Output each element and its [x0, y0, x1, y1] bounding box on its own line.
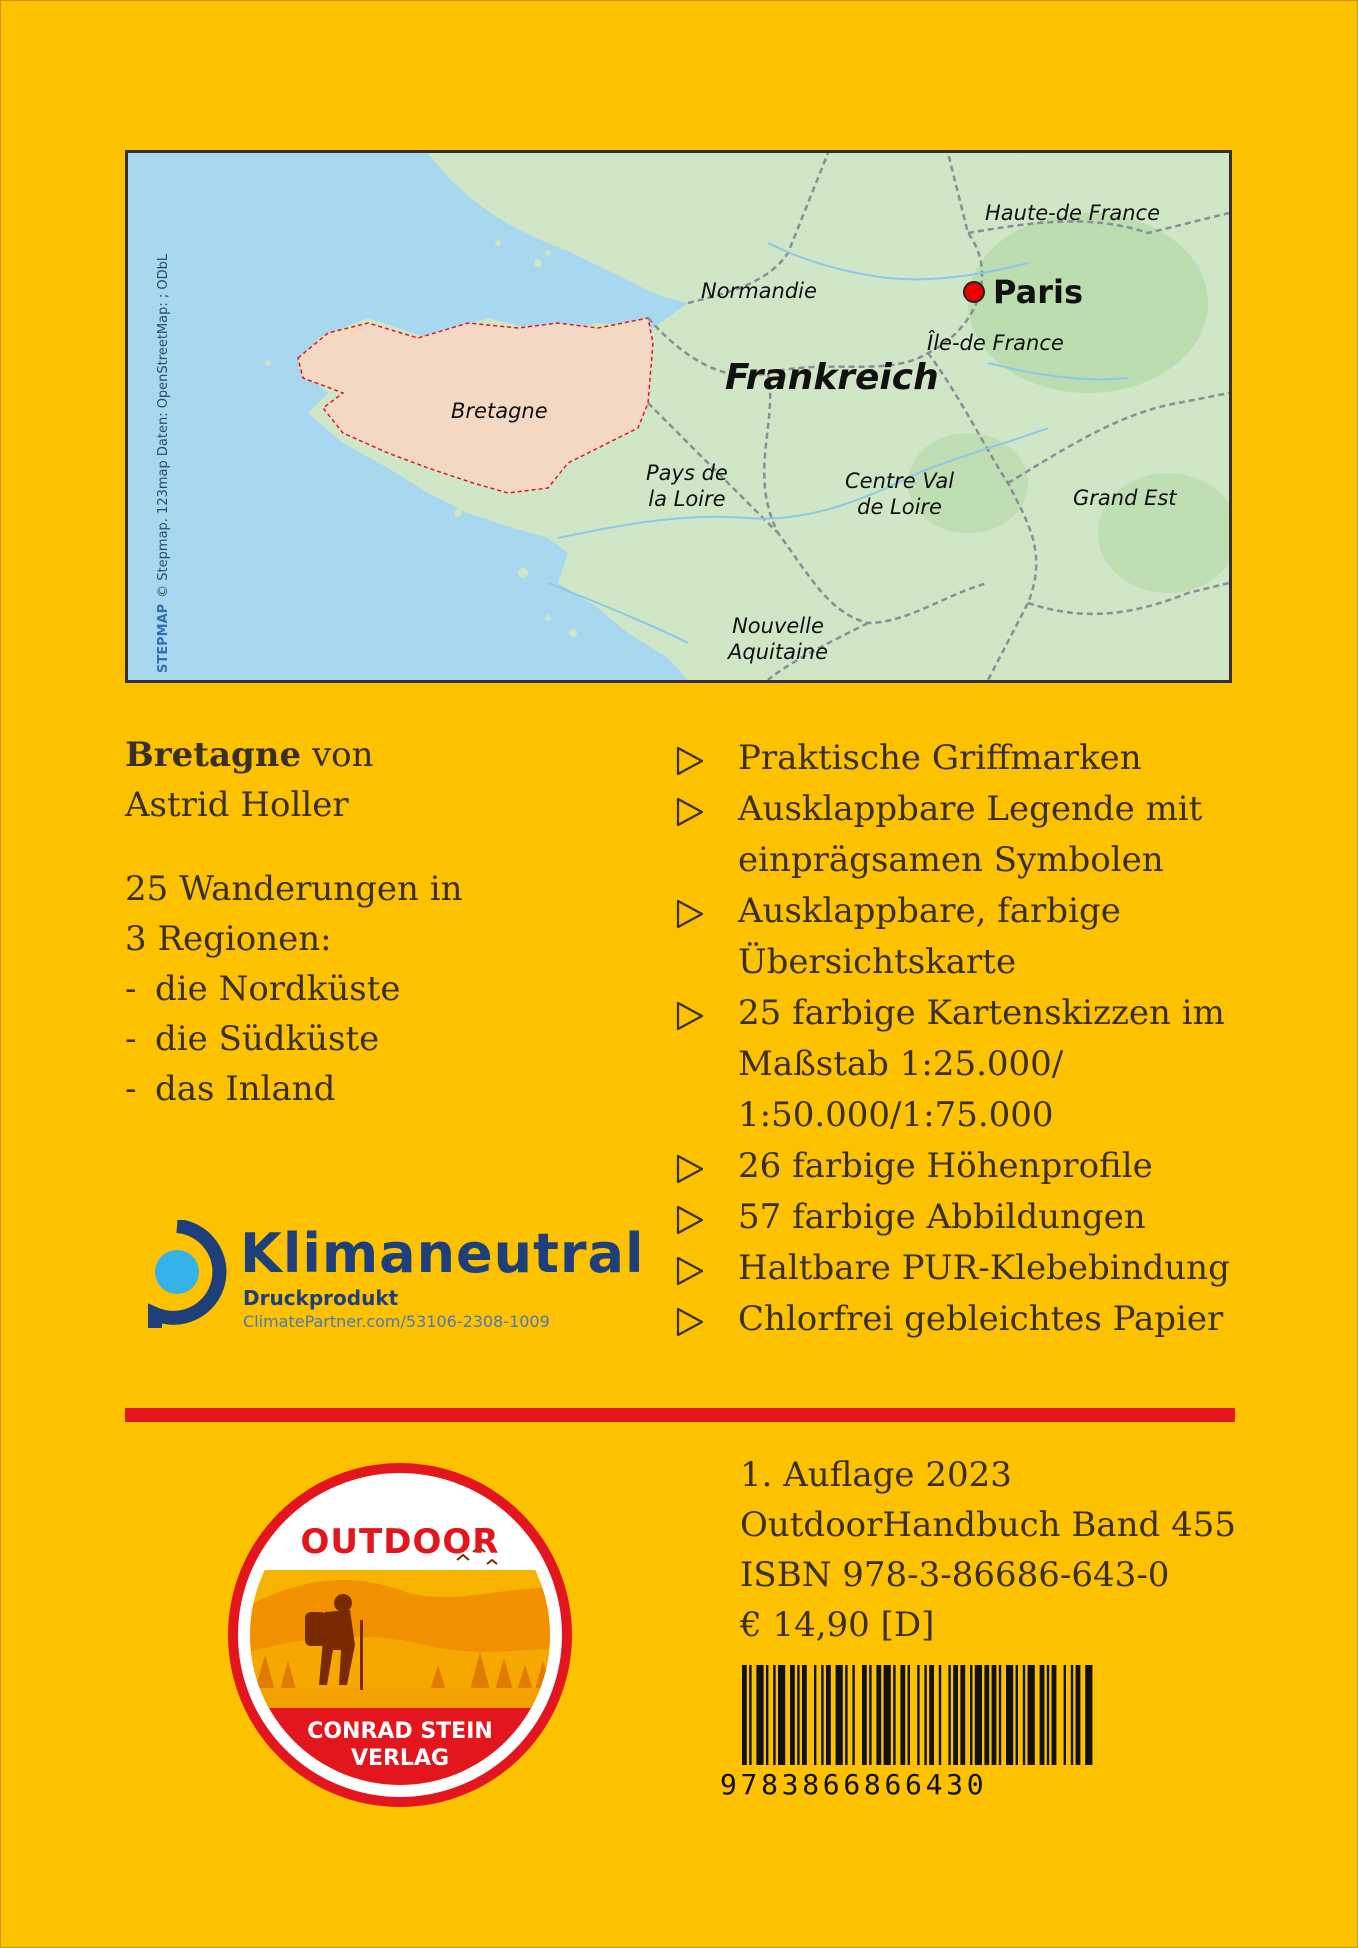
barcode-bar — [1047, 1665, 1049, 1765]
barcode-bar — [900, 1665, 905, 1765]
feature-line: Ausklappbare Legende mit — [738, 789, 1203, 829]
barcode-bar — [992, 1665, 997, 1765]
barcode-bar — [948, 1665, 950, 1765]
book-info — [125, 730, 645, 1114]
barcode-bar — [924, 1665, 926, 1765]
map-label-nouvelle-line2: Aquitaine — [728, 640, 829, 664]
feature-item — [675, 784, 1235, 886]
map-label-centre-val-de-loire — [845, 468, 954, 520]
barcode-bar — [1076, 1665, 1081, 1765]
map-label-frankreich: Frankreich — [725, 357, 939, 398]
barcode-bar — [884, 1665, 891, 1765]
badge-publisher-line2: VERLAG — [350, 1746, 450, 1771]
feature-item — [675, 1141, 1235, 1192]
barcode-bar — [821, 1665, 823, 1765]
barcode-bar — [1028, 1665, 1035, 1765]
feature-line: 1:50.000/1:75.000 — [738, 1095, 1054, 1135]
map-label-normandie: Normandie — [701, 279, 817, 303]
by-word: von — [311, 735, 374, 775]
map-label-centre-line2: de Loire — [857, 495, 942, 519]
map-credit-text: © Stepmap. 123map Daten: OpenStreetMap: ; ODbL — [156, 253, 171, 598]
barcode-digits: 9783866866430 — [720, 1768, 988, 1801]
feature-line: 26 farbige Höhenprofile — [738, 1146, 1153, 1186]
region-label: die Nordküste — [155, 969, 401, 1009]
feature-line: Übersichtskarte — [738, 942, 1017, 982]
barcode-bar — [1040, 1665, 1045, 1765]
triangle-bullet-icon — [675, 988, 738, 1141]
map-label-pays-de-la-loire — [646, 460, 728, 512]
feature-text — [738, 733, 1235, 784]
barcode-bar — [960, 1665, 965, 1765]
barcode-bar — [929, 1665, 934, 1765]
barcode-bar — [908, 1665, 910, 1765]
barcode-bar — [773, 1665, 775, 1765]
feature-line: Praktische Griffmarken — [738, 738, 1142, 778]
barcode-bar — [876, 1665, 881, 1765]
isbn: ISBN 978-3-86686-643-0 — [740, 1555, 1170, 1595]
map-label-nouvelle-aquitaine — [728, 613, 828, 665]
book-title: Bretagne — [125, 735, 302, 775]
barcode-bar — [939, 1665, 941, 1765]
region-label: die Südküste — [155, 1019, 380, 1059]
barcode-bar — [862, 1665, 867, 1765]
edition: 1. Auflage 2023 — [740, 1455, 1012, 1495]
map-label-pays-line1: Pays de — [646, 461, 728, 485]
feature-line: Maßstab 1:25.000/ — [738, 1044, 1064, 1084]
barcode-bar — [1016, 1665, 1018, 1765]
region-item: - die Nordküste — [125, 964, 645, 1014]
badge-publisher-line1: CONRAD STEIN — [307, 1719, 493, 1744]
hikes-line-1: 25 Wanderungen in — [125, 869, 463, 909]
climate-neutral-logo — [125, 1220, 645, 1340]
feature-item — [675, 886, 1235, 988]
stepmap-logo: STEPMAP — [156, 603, 171, 673]
map-label-nouvelle-line1: Nouvelle — [732, 614, 824, 638]
barcode-bar — [1071, 1665, 1073, 1765]
barcode-bar — [917, 1665, 919, 1765]
barcode-bar — [1006, 1665, 1013, 1765]
map-label-pays-line2: la Loire — [648, 487, 726, 511]
publisher-badge — [225, 1460, 575, 1810]
barcode-bar — [778, 1665, 785, 1765]
triangle-bullet-icon — [675, 1294, 738, 1345]
feature-line: Chlorfrei gebleichtes Papier — [738, 1299, 1224, 1339]
feature-text — [738, 1192, 1235, 1243]
hikes-line-2: 3 Regionen: — [125, 919, 332, 959]
barcode-bar — [826, 1665, 831, 1765]
barcode-bars — [720, 1665, 1100, 1770]
price: € 14,90 [D] — [740, 1605, 935, 1645]
barcode-bar — [1064, 1665, 1066, 1765]
triangle-bullet-icon — [675, 784, 738, 886]
spacer — [125, 830, 645, 864]
feature-text — [738, 886, 1235, 988]
region-label: das Inland — [155, 1069, 336, 1109]
barcode-bar — [1052, 1665, 1057, 1765]
paris-dot-icon — [963, 281, 985, 303]
triangle-bullet-icon — [675, 733, 738, 784]
feature-line: Ausklappbare, farbige — [738, 891, 1121, 931]
badge-outdoor-text: OUTDOOR — [300, 1522, 500, 1562]
region-item: - das Inland — [125, 1064, 645, 1114]
isbn-barcode — [720, 1665, 1100, 1801]
barcode-bar — [984, 1665, 989, 1765]
feature-line: 25 farbige Kartenskizzen im — [738, 993, 1225, 1033]
divider-rule — [125, 1408, 1235, 1422]
climate-url: ClimatePartner.com/53106-2308-1009 — [243, 1312, 550, 1331]
barcode-bar — [999, 1665, 1001, 1765]
map-label-bretagne: Bretagne — [451, 399, 548, 423]
barcode-bar — [1023, 1665, 1025, 1765]
feature-line: 57 farbige Abbildungen — [738, 1197, 1146, 1237]
barcode-bar — [869, 1665, 871, 1765]
feature-text — [738, 988, 1235, 1141]
map-label-haute-de-france: Haute-de France — [985, 201, 1160, 225]
triangle-bullet-icon — [675, 886, 738, 988]
map-label-grand-est: Grand Est — [1073, 486, 1177, 510]
barcode-bar — [1085, 1665, 1092, 1765]
climate-partner-icon — [125, 1220, 229, 1330]
region-item: - die Südküste — [125, 1014, 645, 1064]
barcode-bar — [802, 1665, 807, 1765]
feature-text — [738, 784, 1235, 886]
publication-info — [740, 1450, 1240, 1650]
map-label-centre-line1: Centre Val — [845, 469, 955, 493]
climate-subtitle: Druckprodukt — [243, 1286, 399, 1310]
barcode-bar — [749, 1665, 751, 1765]
feature-item — [675, 1192, 1235, 1243]
feature-text — [738, 1294, 1235, 1345]
barcode-bar — [845, 1665, 847, 1765]
feature-list — [675, 733, 1235, 1345]
triangle-bullet-icon — [675, 1141, 738, 1192]
barcode-bar — [766, 1665, 768, 1765]
map-credit — [156, 254, 171, 673]
barcode-bar — [797, 1665, 799, 1765]
map-paris-marker — [963, 273, 1083, 311]
barcode-bar — [742, 1665, 747, 1765]
barcode-bar — [970, 1665, 972, 1765]
title-line — [125, 730, 645, 780]
map-label-paris: Paris — [993, 273, 1083, 311]
climate-title: Klimaneutral — [240, 1222, 645, 1285]
badge-publisher-text — [225, 1718, 575, 1772]
feature-item — [675, 733, 1235, 784]
feature-line: einprägsamen Symbolen — [738, 840, 1164, 880]
series: OutdoorHandbuch Band 455 — [740, 1505, 1237, 1545]
feature-text — [738, 1141, 1235, 1192]
map-graphic — [128, 153, 1229, 680]
feature-item — [675, 1294, 1235, 1345]
barcode-bar — [852, 1665, 854, 1765]
barcode-bar — [893, 1665, 895, 1765]
barcode-bar — [975, 1665, 982, 1765]
barcode-bar — [790, 1665, 795, 1765]
author-name: Astrid Holler — [125, 785, 349, 825]
overview-map — [125, 150, 1232, 683]
barcode-bar — [836, 1665, 843, 1765]
triangle-bullet-icon — [675, 1243, 738, 1294]
barcode-bar — [953, 1665, 958, 1765]
triangle-bullet-icon — [675, 1192, 738, 1243]
feature-item — [675, 988, 1235, 1141]
map-label-ile-de-france: Île-de France — [927, 331, 1064, 355]
feature-line: Haltbare PUR-Klebebindung — [738, 1248, 1230, 1288]
barcode-bar — [814, 1665, 816, 1765]
feature-item — [675, 1243, 1235, 1294]
barcode-bar — [756, 1665, 763, 1765]
feature-text — [738, 1243, 1235, 1294]
